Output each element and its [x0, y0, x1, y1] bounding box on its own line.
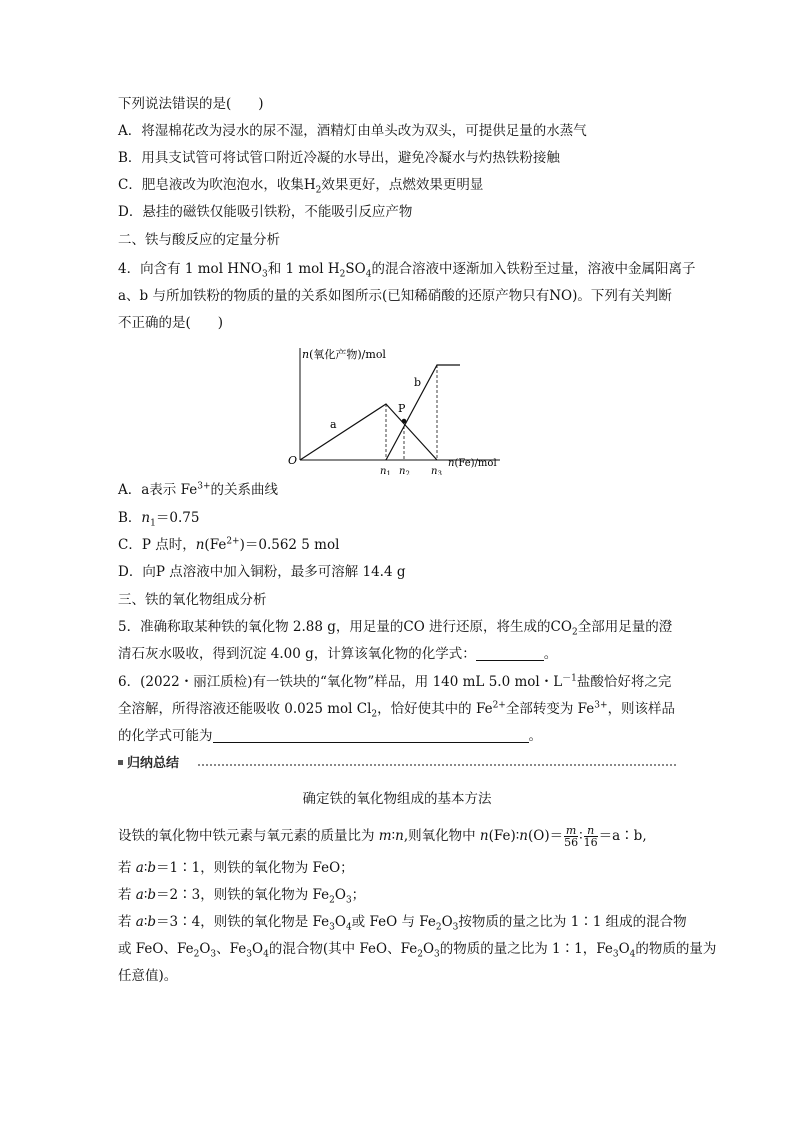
q6-answer-blank[interactable]: [213, 728, 529, 743]
option-a: A．将湿棉花改为浸水的尿不湿，酒精灯由单头改为双头，可提供足量的水蒸气: [118, 123, 587, 139]
question-6-line-3: 的化学式可能为 。: [118, 728, 542, 744]
question-intro: 下列说法错误的是( ): [118, 96, 264, 112]
curve-a-label: a: [330, 418, 337, 431]
summary-line-1: 设铁的氧化物中铁元素与氧元素的质量比为 m∶n,则氧化物中 n(Fe)∶n(O)＝ $\frac{m}{56}$ ∶ $\frac{n}{16}$ ＝a∶b,: [118, 824, 647, 849]
fraction-m-56: $\frac{m}{56}$: [564, 824, 579, 849]
summary-line-5: 或 FeO、$Fe_2O_3$、$Fe_3O_4$的混合物(其中 FeO、$Fe_2O_3$的物质的量之比为 1∶1，$Fe_3O_4$的物质的量为: [118, 941, 717, 960]
curve-a-line: [300, 404, 437, 460]
option-b: B．用具支试管可将试管口附近冷凝的水导出，避免冷凝水与灼热铁粉接触: [118, 150, 560, 166]
square-bullet-icon: [118, 760, 123, 765]
curve-b-label: b: [414, 376, 422, 389]
option-d: D．悬挂的磁铁仅能吸引铁粉，不能吸引反应产物: [118, 204, 413, 220]
summary-line-4: 若 a∶b＝3∶4，则铁的氧化物是 $Fe_3O_4$或 FeO 与 $Fe_2O_3$按物质的量之比为 1∶1 组成的混合物: [118, 914, 687, 933]
summary-tag: 归纳总结: [118, 756, 179, 772]
q4-option-b: B．$n_1=0.75$: [118, 510, 200, 529]
x-axis-label: n(Fe)/mol: [448, 458, 497, 469]
q5-answer-blank[interactable]: [476, 646, 544, 661]
summary-divider: [198, 764, 676, 766]
q4-option-c: C．P 点时，$n(Fe^{2+})=0.562$ 5 mol: [118, 536, 340, 553]
point-p-marker: [402, 419, 407, 424]
question-5-line-1: 5．准确称取某种铁的氧化物 2.88 g，用足量的CO 进行还原，将生成的$CO_2$全部用足量的澄: [118, 619, 673, 638]
fraction-n-16: $\frac{n}{16}$: [583, 824, 598, 849]
q4-option-a: A．a表示 $Fe^{3+}$的关系曲线: [118, 481, 278, 498]
tick-n1-label: $n_1$: [380, 466, 391, 475]
question-4-line-3: 不正确的是( ): [118, 315, 224, 331]
section-heading-2: 二、铁与酸反应的定量分析: [118, 232, 280, 248]
option-c: C．肥皂液改为吹泡泡水，收集$H_2$效果更好，点燃效果更明显: [118, 177, 484, 196]
question-5-line-2: 清石灰水吸收，得到沉淀 4.00 g，计算该氧化物的化学式： 。: [118, 646, 558, 662]
q4-option-d: D．向P 点溶液中加入铜粉，最多可溶解 14.4 g: [118, 564, 406, 580]
origin-label: O: [288, 454, 298, 467]
question-4-line-1: 4．向含有 1 mol $HNO_3$和 1 mol $H_2SO_4$的混合溶液中逐渐加入铁粉至过量，溶液中金属阳离子: [118, 261, 696, 280]
tick-n2-label: $n_2$: [399, 466, 410, 475]
summary-line-2: 若 a∶b＝1∶1，则铁的氧化物为 FeO；: [118, 860, 354, 876]
tick-n3-label: $n_3$: [431, 466, 442, 475]
question-6-line-1: 6．(2022・丽江质检)有一铁块的“氧化物”样品，用 140 mL 5.0 mol・$L^{-1}$盐酸恰好将之完: [118, 673, 672, 690]
section-heading-3: 三、铁的氧化物组成分析: [118, 592, 267, 608]
point-p-label: P: [398, 402, 406, 415]
y-axis-label: n(氧化产物)/mol: [302, 348, 386, 361]
summary-line-6: 任意值)。: [118, 968, 178, 984]
summary-line-3: 若 a∶b＝2∶3，则铁的氧化物为 $Fe_2O_3$；: [118, 887, 366, 906]
summary-header: [118, 756, 676, 772]
question-6-line-2: 全溶解，所得溶液还能吸收 0.025 mol $Cl_2$，恰好使其中的 $Fe^{2+}$全部转变为 $Fe^{3+}$，则该样品: [118, 700, 676, 720]
summary-title: 确定铁的氧化物组成的基本方法: [302, 791, 492, 807]
question-4-line-2: a、b 与所加铁粉的物质的量的关系如图所示(已知稀硝酸的还原产物只有NO)。下列有关判断: [118, 288, 672, 304]
iron-acid-graph: [282, 340, 522, 475]
